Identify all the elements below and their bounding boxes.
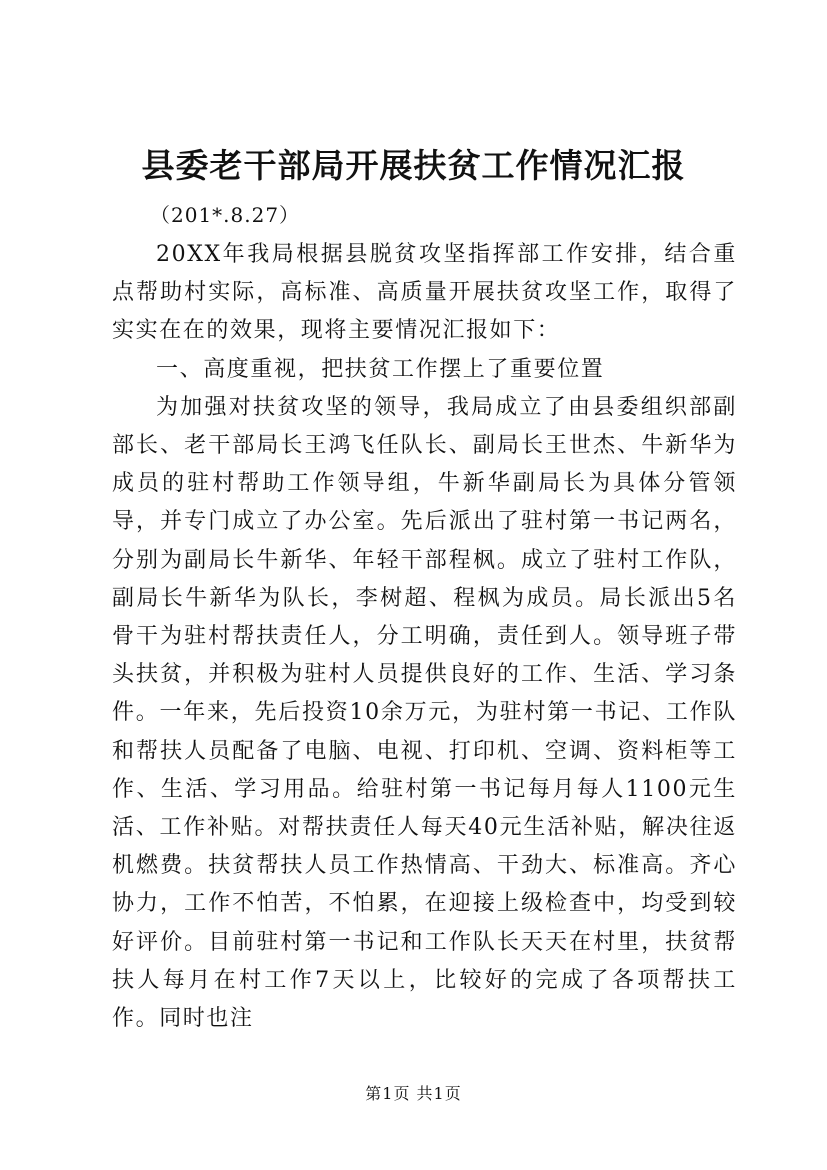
page-footer: 第1页 共1页: [365, 1084, 462, 1103]
document-title: 县委老干部局开展扶贫工作情况汇报: [141, 146, 686, 185]
section-heading: 一、高度重视，把扶贫工作摆上了重要位置: [156, 356, 605, 382]
body-paragraph: 为加强对扶贫攻坚的领导，我局成立了由县委组织部副部长、老干部局长王鸿飞任队长、副局长王世杰、牛新华为成员的驻村帮助工作领导组，牛新华副局长为具体分管领导，并专门成立了办公室。先后派出了驻村第一书记两名，分别为副局长牛新华、年轻干部程枫。成立了驻村工作队，副局长牛新华为队长，李树超、程枫为成员。局长派出5名骨干为驻村帮扶责任人，分工明确，责任到人。领导班子带头扶贫，并积极为驻村人员提供良好的工作、生活、学习条件。一年来，先后投资10余万元，为驻村第一书记、工作队和帮扶人员配备了电脑、电视、打印机、空调、资料柜等工作、生活、学习用品。给驻村第一书记每月每人1100元生活、工作补贴。对帮扶责任人每天40元生活补贴，解决往返机燃费。扶贫帮扶人员工作热情高、干劲大、标准高。齐心协力，工作不怕苦，不怕累，在迎接上级检查中，均受到较好评价。目前驻村第一书记和工作队长天天在村里，扶贫帮扶人每月在村工作7天以上，比较好的完成了各项帮扶工作。同时也注: [112, 394, 737, 1032]
intro-paragraph: 20XX年我局根据县脱贫攻坚指挥部工作安排，结合重点帮助村实际，高标准、高质量开展扶贫攻坚工作，取得了实实在在的效果，现将主要情况汇报如下：: [112, 242, 737, 344]
document-date: （201*.8.27）: [150, 203, 301, 227]
document-body: [112, 236, 737, 1038]
